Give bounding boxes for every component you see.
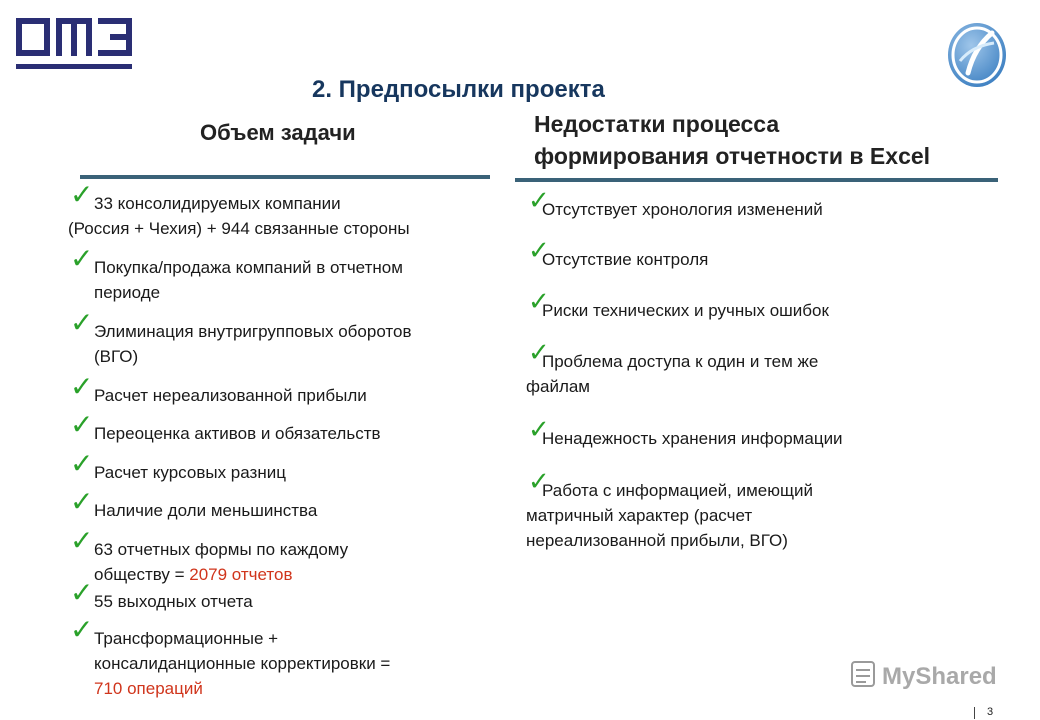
reports-count: 2079 отчетов xyxy=(189,565,293,584)
myshared-watermark xyxy=(846,658,1006,694)
page-number: 3 xyxy=(987,706,994,718)
page-divider xyxy=(974,707,975,719)
check-icon: ✓ xyxy=(70,243,94,274)
right-heading-line: формирования отчетности в Excel xyxy=(534,143,931,169)
check-icon: ✓ xyxy=(70,577,94,608)
right-column-heading xyxy=(534,108,930,172)
check-icon: ✓ xyxy=(70,179,94,210)
list-item: ✓ Элиминация внутригрупповых оборотов (ВГО) xyxy=(70,307,412,366)
check-icon: ✓ xyxy=(70,448,94,479)
check-icon: ✓ xyxy=(528,337,550,367)
right-heading-line: Недостатки процесса xyxy=(534,111,780,137)
list-item: ✓ Переоценка активов и обязательств xyxy=(70,409,381,443)
list-item: ✓ Расчет курсовых разниц xyxy=(70,448,286,482)
list-item: ✓ Трансформационные + консалиданционные корректировки = 710 операций xyxy=(68,626,390,701)
list-item: ✓ Отсутствие контроля xyxy=(528,235,709,269)
list-item: ✓ Риски технических и ручных ошибок xyxy=(528,286,829,320)
check-icon: ✓ xyxy=(70,371,94,402)
list-item: ✓ Ненадежность хранения информации xyxy=(528,414,843,448)
company-logo xyxy=(14,12,136,74)
check-icon: ✓ xyxy=(528,414,550,444)
watermark-text: MyShared xyxy=(882,663,997,690)
list-item: ✓ 55 выходных отчета xyxy=(70,577,253,611)
list-item: ✓ 63 отчетных формы по каждому обществу = 2079 отчетов xyxy=(70,525,349,584)
partner-logo xyxy=(946,21,1008,89)
left-column-heading: Объем задачи xyxy=(200,120,356,145)
list-item: ✓ Покупка/продажа компаний в отчетном периоде xyxy=(70,243,403,302)
check-icon: ✓ xyxy=(70,409,94,440)
list-item: ✓ Отсутствует хронология изменений xyxy=(528,185,823,219)
check-icon: ✓ xyxy=(70,486,94,517)
check-icon: ✓ xyxy=(528,466,550,496)
list-item: ✓ 33 консолидируемых компании (Россия + Чехия) + 944 связанные стороны xyxy=(68,179,410,238)
list-item: ✓ Работа с информацией, имеющий матричный характер (расчет нереализованной прибыли, ВГО) xyxy=(526,466,813,550)
list-item: ✓ Проблема доступа к один и тем же файлам xyxy=(526,337,819,396)
slide-title: 2. Предпосылки проекта xyxy=(312,76,605,103)
list-item: ✓ Расчет нереализованной прибыли xyxy=(70,371,367,405)
check-icon: ✓ xyxy=(70,307,94,338)
operations-count: 710 операций xyxy=(94,679,203,698)
check-icon: ✓ xyxy=(70,525,94,556)
check-icon: ✓ xyxy=(528,286,550,316)
left-divider xyxy=(80,175,490,179)
check-icon: ✓ xyxy=(528,185,550,215)
check-icon: ✓ xyxy=(70,614,94,645)
list-item: ✓ Наличие доли меньшинства xyxy=(70,486,318,520)
right-divider xyxy=(515,178,998,182)
check-icon: ✓ xyxy=(528,235,550,265)
